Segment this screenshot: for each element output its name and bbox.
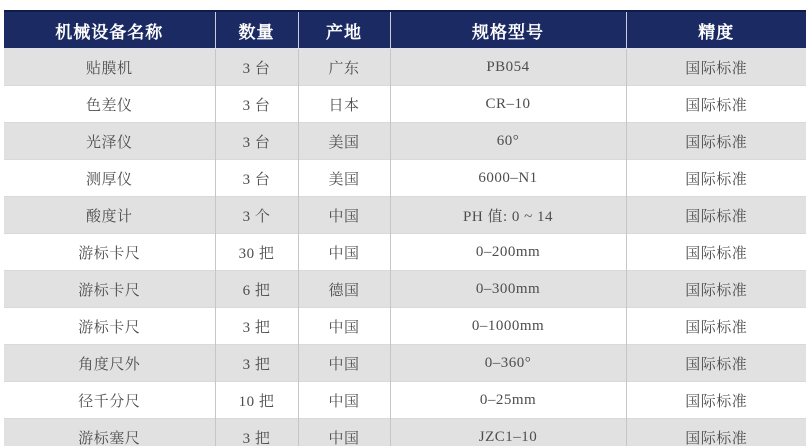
- col-header-origin: 产地: [298, 11, 390, 49]
- table-row: [4, 308, 806, 345]
- cell-precision: 国际标准: [626, 197, 806, 234]
- cell-precision: 国际标准: [626, 345, 806, 382]
- cell-origin: 中国: [298, 419, 390, 446]
- cell-origin: 中国: [298, 234, 390, 271]
- cell-equipment-name: 角度尺外: [4, 345, 215, 382]
- cell-equipment-name: 酸度计: [4, 197, 215, 234]
- cell-quantity: 3 台: [215, 160, 298, 197]
- cell-quantity: 6 把: [215, 271, 298, 308]
- cell-equipment-name: 游标卡尺: [4, 234, 215, 271]
- cell-spec-model: 0–360°: [390, 345, 626, 382]
- table-row: [4, 234, 806, 271]
- table-row: [4, 49, 806, 86]
- cell-spec-model: 0–1000mm: [390, 308, 626, 345]
- cell-equipment-name: 径千分尺: [4, 382, 215, 419]
- cell-quantity: 3 个: [215, 197, 298, 234]
- cell-precision: 国际标准: [626, 271, 806, 308]
- cell-quantity: 3 把: [215, 419, 298, 446]
- table-row: [4, 271, 806, 308]
- cell-spec-model: PB054: [390, 49, 626, 86]
- cell-precision: 国际标准: [626, 419, 806, 446]
- col-header-precision: 精度: [626, 11, 806, 49]
- cell-quantity: 30 把: [215, 234, 298, 271]
- cell-origin: 中国: [298, 382, 390, 419]
- cell-origin: 广东: [298, 49, 390, 86]
- cell-precision: 国际标准: [626, 160, 806, 197]
- cell-quantity: 3 台: [215, 123, 298, 160]
- equipment-table: [4, 10, 806, 446]
- cell-precision: 国际标准: [626, 86, 806, 123]
- table-body: [4, 49, 806, 446]
- header-row: [4, 11, 806, 49]
- cell-quantity: 3 台: [215, 49, 298, 86]
- cell-origin: 中国: [298, 308, 390, 345]
- cell-quantity: 3 把: [215, 308, 298, 345]
- cell-equipment-name: 测厚仪: [4, 160, 215, 197]
- cell-origin: 德国: [298, 271, 390, 308]
- table-row: [4, 160, 806, 197]
- cell-equipment-name: 游标卡尺: [4, 308, 215, 345]
- table-row: [4, 123, 806, 160]
- cell-spec-model: 0–25mm: [390, 382, 626, 419]
- cell-spec-model: PH 值: 0 ~ 14: [390, 197, 626, 234]
- cell-origin: 美国: [298, 123, 390, 160]
- cell-equipment-name: 光泽仪: [4, 123, 215, 160]
- cell-quantity: 3 台: [215, 86, 298, 123]
- cell-origin: 中国: [298, 197, 390, 234]
- table-row: [4, 419, 806, 446]
- cell-equipment-name: 色差仪: [4, 86, 215, 123]
- cell-origin: 日本: [298, 86, 390, 123]
- col-header-quantity: 数量: [215, 11, 298, 49]
- cell-precision: 国际标准: [626, 382, 806, 419]
- cell-origin: 中国: [298, 345, 390, 382]
- cell-precision: 国际标准: [626, 49, 806, 86]
- cell-equipment-name: 游标卡尺: [4, 271, 215, 308]
- table-row: [4, 197, 806, 234]
- cell-precision: 国际标准: [626, 308, 806, 345]
- cell-spec-model: 0–200mm: [390, 234, 626, 271]
- col-header-spec-model: 规格型号: [390, 11, 626, 49]
- cell-spec-model: CR–10: [390, 86, 626, 123]
- col-header-equipment-name: 机械设备名称: [4, 11, 215, 49]
- cell-spec-model: 0–300mm: [390, 271, 626, 308]
- cell-spec-model: 6000–N1: [390, 160, 626, 197]
- table-row: [4, 86, 806, 123]
- cell-spec-model: JZC1–10: [390, 419, 626, 446]
- cell-precision: 国际标准: [626, 234, 806, 271]
- table-row: [4, 382, 806, 419]
- cell-equipment-name: 贴膜机: [4, 49, 215, 86]
- cell-quantity: 3 把: [215, 345, 298, 382]
- table-row: [4, 345, 806, 382]
- cell-quantity: 10 把: [215, 382, 298, 419]
- cell-origin: 美国: [298, 160, 390, 197]
- table-header: [4, 11, 806, 49]
- cell-precision: 国际标准: [626, 123, 806, 160]
- cell-equipment-name: 游标塞尺: [4, 419, 215, 446]
- cell-spec-model: 60°: [390, 123, 626, 160]
